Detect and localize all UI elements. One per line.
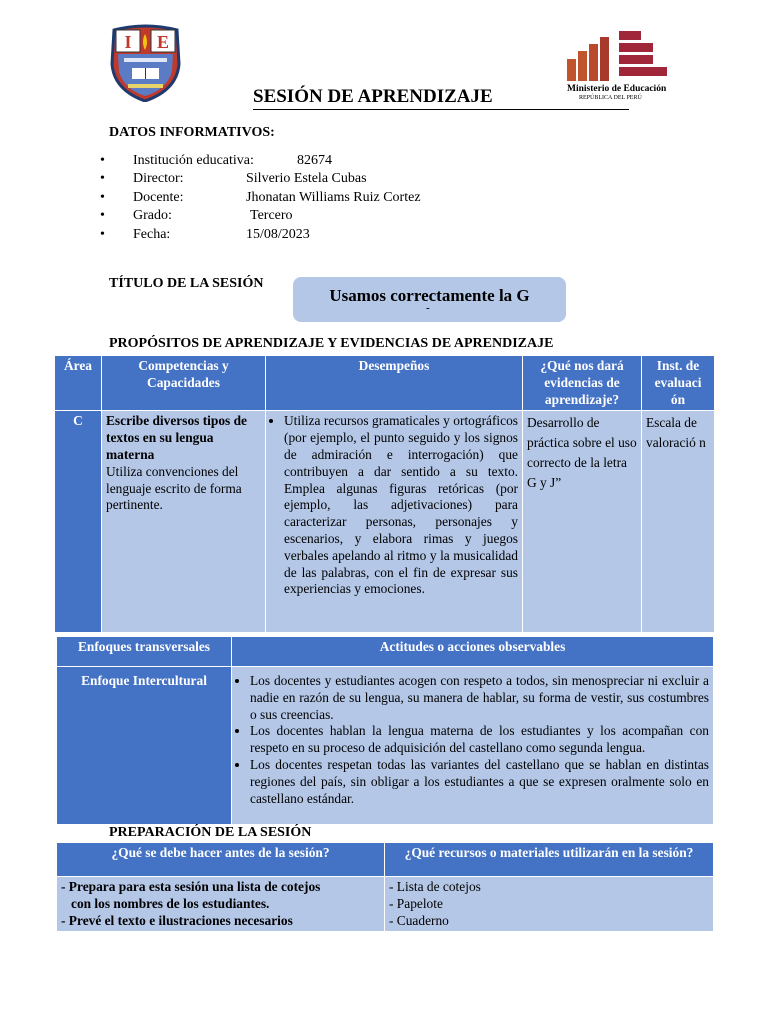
col-header-area: Área xyxy=(55,356,102,411)
datos-label: Institución educativa: xyxy=(133,153,254,168)
preparacion-table xyxy=(56,842,714,932)
ministry-country: REPÚBLICA DEL PERÚ xyxy=(579,95,642,101)
session-title: Usamos correctamente la G xyxy=(329,286,530,305)
enfoque-cell: Enfoque Intercultural xyxy=(57,667,232,825)
datos-value: Jhonatan Williams Ruiz Cortez xyxy=(246,189,421,205)
antes-cell xyxy=(57,877,385,932)
recurso-item: - Cuaderno xyxy=(389,912,449,928)
propositos-heading: PROPÓSITOS DE APRENDIZAJE Y EVIDENCIAS DE APRENDIZAJE xyxy=(109,336,554,351)
ministry-name: Ministerio de Educación xyxy=(567,84,667,94)
datos-label: Docente: xyxy=(133,189,184,205)
competencia-text: Escribe diversos tipos de textos en su lengua materna xyxy=(106,413,247,462)
instrumento-cell: Escala de valoració n xyxy=(642,411,715,633)
datos-label: Director: xyxy=(133,171,184,187)
desempeno-text: • Utiliza recursos gramaticales y ortográficos (por ejemplo, el punto seguido y los signos de admiración e interrogación) que contribuyen a dar sentido a su texto. Emplea algunas figuras retóricas (por ejemplo, las adjetivaciones) para caracterizar personas, personajes y escenarios, y elabora rimas y juegos verbales apelando al ritmo y la musicalidad de las palabras, con el fin de expresar sus experiencias y emociones. xyxy=(284,413,518,598)
datos-value: 82674 xyxy=(297,153,332,168)
col-header-competencias: Competencias y Capacidades xyxy=(102,356,266,411)
col-header-enfoques: Enfoques transversales xyxy=(57,637,232,667)
recurso-item: - Papelote xyxy=(389,895,443,911)
title-underline xyxy=(253,109,629,110)
enfoques-table xyxy=(56,636,714,825)
antes-line: - Prepara para esta sesión una lista de cotejos xyxy=(61,879,321,894)
evidencia-cell: Desarrollo de práctica sobre el uso correcto de la letra G y J” xyxy=(523,411,642,633)
recurso-item: - Lista de cotejos xyxy=(389,879,481,894)
col-header-desempenos: Desempeños xyxy=(266,356,523,411)
acciones-cell xyxy=(232,667,714,825)
capacidad-text: Utiliza convenciones del lenguaje escrito de forma pertinente. xyxy=(106,463,242,513)
page-title: SESIÓN DE APRENDIZAJE xyxy=(253,86,493,107)
session-title-box xyxy=(293,277,566,322)
col-header-antes: ¿Qué se debe hacer antes de la sesión? xyxy=(57,843,385,877)
datos-value: Silverio Estela Cubas xyxy=(246,171,367,187)
datos-heading: DATOS INFORMATIVOS: xyxy=(109,125,275,140)
desempeno-cell xyxy=(266,411,523,633)
accion-item: • Los docentes respetan todas las variantes del castellano que se hablan en distintas regiones del país, sin obligar a los estudiantes a que se expresen oralmente solo en castellano estándar. xyxy=(250,757,709,807)
col-header-evidencias: ¿Qué nos dará evidencias de aprendizaje? xyxy=(523,356,642,411)
antes-line: con los nombres de los estudiantes. xyxy=(71,895,270,911)
school-logo-letter-i: I xyxy=(124,32,132,52)
col-header-instrumento: Inst. de evaluaci ón xyxy=(642,356,715,411)
school-logo xyxy=(108,24,183,102)
datos-label: Grado: xyxy=(133,208,172,224)
school-logo-letter-e: E xyxy=(156,32,170,52)
col-header-recursos: ¿Qué recursos o materiales utilizarán en la sesión? xyxy=(385,843,714,877)
area-cell: C xyxy=(55,411,102,633)
datos-value: Tercero xyxy=(250,208,293,224)
datos-value: 15/08/2023 xyxy=(246,226,310,242)
accion-item: • Los docentes hablan la lengua materna de los estudiantes y los acompañan con respeto en su proceso de adquisición del castellano como segunda lengua. xyxy=(250,723,709,757)
session-title-dash: - xyxy=(426,302,430,314)
propositos-table xyxy=(54,355,715,633)
recursos-cell xyxy=(385,877,714,932)
preparacion-heading: PREPARACIÓN DE LA SESIÓN xyxy=(109,825,312,840)
competencia-cell xyxy=(102,411,266,633)
antes-line: - Prevé el texto e ilustraciones necesarios xyxy=(61,912,293,928)
titulo-label: TÍTULO DE LA SESIÓN xyxy=(109,276,264,291)
accion-item: • Los docentes y estudiantes acogen con respeto a todos, sin menospreciar ni excluir a nadie en razón de su lengua, su manera de hablar, su forma de vestir, sus costumbres o sus creencias. xyxy=(250,673,709,723)
col-header-actitudes: Actitudes o acciones observables xyxy=(232,637,714,667)
datos-label: Fecha: xyxy=(133,226,171,242)
